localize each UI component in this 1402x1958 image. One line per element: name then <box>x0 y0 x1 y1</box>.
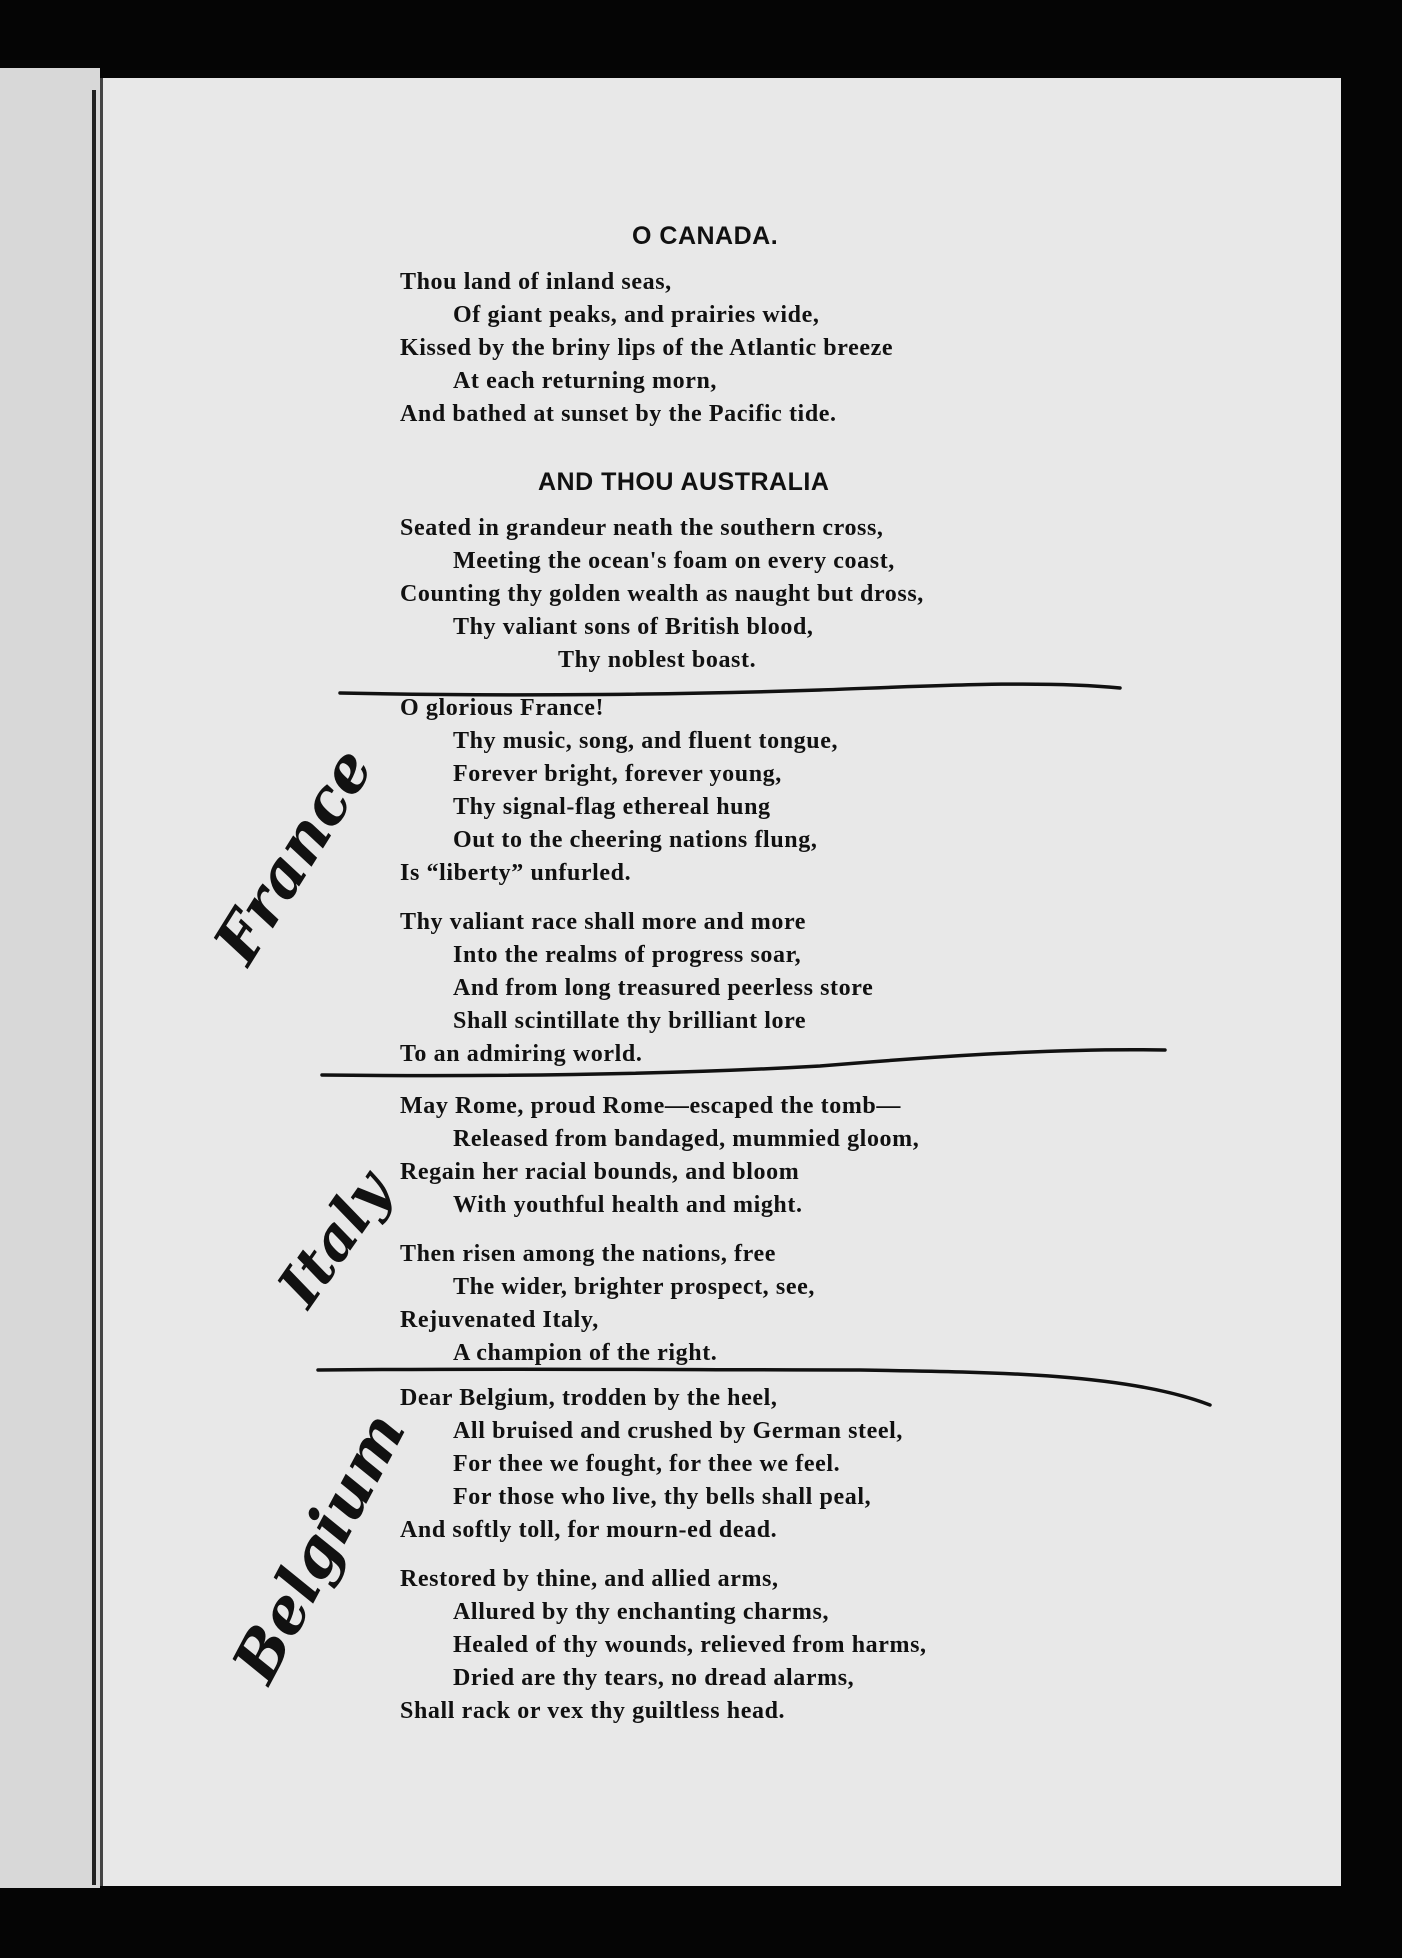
poem-line: Meeting the ocean's foam on every coast, <box>453 548 895 574</box>
poem-line: For those who live, thy bells shall peal, <box>453 1484 872 1510</box>
poem-line: The wider, brighter prospect, see, <box>453 1274 815 1300</box>
facing-page-edge <box>0 68 100 1888</box>
poem-line: Thy valiant sons of British blood, <box>453 614 814 640</box>
margin-note-france: France <box>199 735 388 976</box>
australia-stanza <box>400 512 924 677</box>
poem-line: And bathed at sunset by the Pacific tide. <box>400 401 837 427</box>
poem-line: Dear Belgium, trodden by the heel, <box>400 1385 778 1411</box>
poem-line: Of giant peaks, and prairies wide, <box>453 302 820 328</box>
poem-line: Thy signal-flag ethereal hung <box>453 794 771 820</box>
belgium-section <box>400 1382 927 1728</box>
poem-line: Thou land of inland seas, <box>400 269 672 295</box>
poem-line: Thy noblest boast. <box>558 647 757 673</box>
poem-line: Restored by thine, and allied arms, <box>400 1566 779 1592</box>
poem-line: Out to the cheering nations flung, <box>453 827 818 853</box>
poem-line: Thy music, song, and fluent tongue, <box>453 728 839 754</box>
poem-line: Then risen among the nations, free <box>400 1241 776 1267</box>
poem-line: Is “liberty” unfurled. <box>400 860 632 886</box>
margin-note-belgium: Belgium <box>217 1400 420 1694</box>
australia-heading: AND THOU AUSTRALIA <box>538 468 830 496</box>
poem-line: Released from bandaged, mummied gloom, <box>453 1126 920 1152</box>
italy-section <box>400 1090 919 1370</box>
poem-line: A champion of the right. <box>453 1340 718 1366</box>
poem-line: Thy valiant race shall more and more <box>400 909 807 935</box>
canada-heading: O CANADA. <box>632 222 779 250</box>
poem-line: Kissed by the briny lips of the Atlantic breeze <box>400 335 894 361</box>
poem-line: And from long treasured peerless store <box>453 975 874 1001</box>
poem-line: All bruised and crushed by German steel, <box>453 1418 904 1444</box>
poem-line: Healed of thy wounds, relieved from harms, <box>453 1632 927 1658</box>
gutter-line <box>92 90 96 1885</box>
poem-line: Forever bright, forever young, <box>453 761 782 787</box>
poem-line: Seated in grandeur neath the southern cross, <box>400 515 884 541</box>
poem-line: With youthful health and might. <box>453 1192 803 1218</box>
poem-line: For thee we fought, for thee we feel. <box>453 1451 841 1477</box>
poem-line: Dried are thy tears, no dread alarms, <box>453 1665 855 1691</box>
france-section <box>400 692 873 1071</box>
poem-line: Counting thy golden wealth as naught but dross, <box>400 581 924 607</box>
poem-line: Into the realms of progress soar, <box>453 942 802 968</box>
poem-line: Shall scintillate thy brilliant lore <box>453 1008 807 1034</box>
poem-line: Regain her racial bounds, and bloom <box>400 1159 800 1185</box>
poem-line: And softly toll, for mourn-ed dead. <box>400 1517 778 1543</box>
canada-stanza <box>400 266 893 431</box>
poem-line: Rejuvenated Italy, <box>400 1307 599 1333</box>
poem-line: May Rome, proud Rome—escaped the tomb— <box>400 1093 901 1119</box>
poem-line: Allured by thy enchanting charms, <box>453 1599 830 1625</box>
margin-note-italy: Italy <box>264 1158 405 1319</box>
poem-line: O glorious France! <box>400 695 605 721</box>
poem-line: To an admiring world. <box>400 1041 643 1067</box>
poem-line: Shall rack or vex thy guiltless head. <box>400 1698 786 1724</box>
poem-line: At each returning morn, <box>453 368 717 394</box>
